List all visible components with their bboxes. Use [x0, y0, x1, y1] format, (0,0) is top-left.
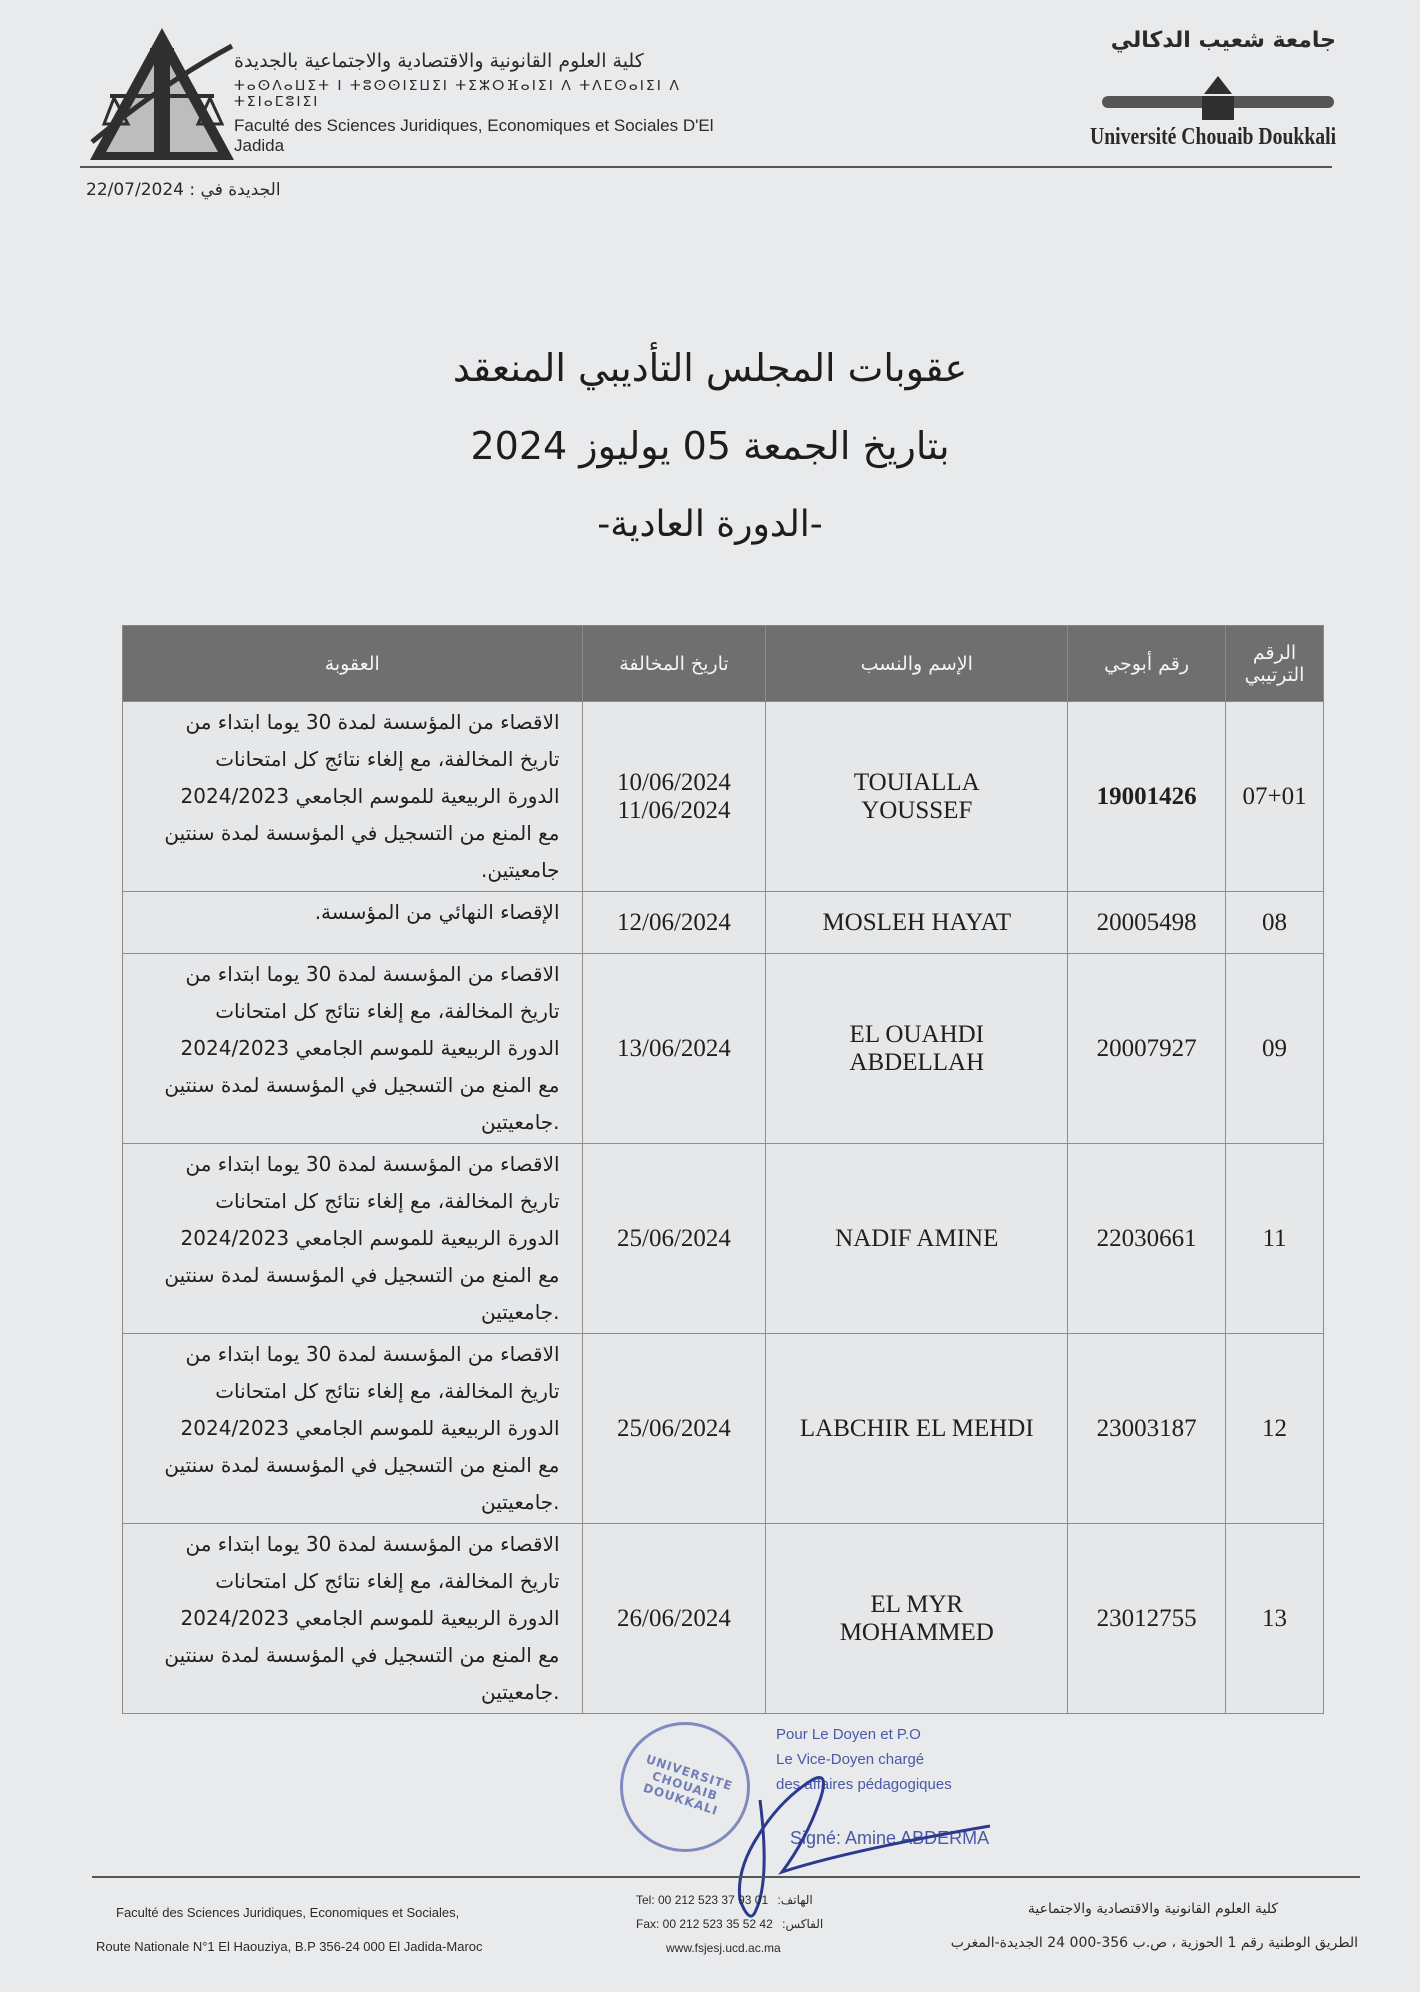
cell-sanction-line: الاقصاء من المؤسسة لمدة 30 يوما ابتداء من — [185, 1532, 560, 1556]
cell-sanction — [123, 1144, 583, 1334]
cell-name-line: TOUIALLA — [853, 768, 980, 796]
cell-name — [766, 954, 1068, 1144]
header-name: الإسم والنسب — [766, 626, 1068, 702]
cell-name-line: EL OUAHDI — [849, 1020, 985, 1048]
table-row — [123, 892, 1324, 954]
cell-name — [766, 702, 1068, 892]
cell-apogee: 23003187 — [1068, 1334, 1226, 1524]
footer-right-line-1: كلية العلوم القانونية والاقتصادية والاجتماعية — [1027, 1901, 1278, 1917]
cell-date — [582, 1524, 766, 1714]
table-row — [123, 702, 1324, 892]
cell-date — [582, 1144, 766, 1334]
cell-sanction-line: .جامعيتين — [481, 1110, 560, 1134]
phone-label: الهاتف: — [777, 1893, 813, 1907]
cell-date-line: 13/06/2024 — [617, 1034, 731, 1062]
cell-name-line: LABCHIR EL MEHDI — [799, 1414, 1034, 1442]
cell-sanction-line: .جامعيتين — [481, 1490, 560, 1514]
cell-rank: 13 — [1226, 1524, 1324, 1714]
cell-name — [766, 1524, 1068, 1714]
cell-name-line: MOSLEH HAYAT — [822, 908, 1012, 936]
footer-contacts — [636, 1888, 823, 1960]
footer-fax — [636, 1912, 823, 1936]
footer-website: www.fsjesj.ucd.ac.ma — [666, 1941, 781, 1955]
cell-rank: 07+01 — [1226, 702, 1324, 892]
cell-sanction-line: تاريخ المخالفة، مع إلغاء نتائج كل امتحانات — [215, 1189, 560, 1213]
faculty-name-tifinagh: ⵜⴰⵙⴷⴰⵡⵉⵜ ⵏ ⵜⵓⵙⵙⵏⵉⵡⵉⵏ ⵜⵉⵣⵔⴼⴰⵏⵉⵏ ⴷ ⵜⴷⵎⵙⴰⵏⵉⵏ ⴷ ⵜⵉⵏⴰⵎⵓⵏⵉⵏ — [234, 78, 681, 110]
cell-sanction-line: الدورة الربيعية للموسم الجامعي 2024/2023 — [180, 1606, 560, 1630]
footer-left-line-1: Faculté des Sciences Juridiques, Economiques et Sociales, — [116, 1905, 460, 1920]
fax-number: Fax: 00 212 523 35 52 42 — [636, 1917, 773, 1931]
table-body — [123, 702, 1324, 1714]
cell-sanction-line: الاقصاء من المؤسسة لمدة 30 يوما ابتداء من — [185, 710, 560, 734]
cell-sanction-line: تاريخ المخالفة، مع إلغاء نتائج كل امتحانات — [215, 1569, 560, 1593]
cell-sanction-line: الاقصاء من المؤسسة لمدة 30 يوما ابتداء من — [185, 1342, 560, 1366]
faculty-name-fr: Faculté des Sciences Juridiques, Economiques et Sociales D'El Jadida — [234, 116, 714, 155]
cell-sanction — [123, 892, 583, 954]
cell-sanction — [123, 702, 583, 892]
cell-apogee: 20005498 — [1068, 892, 1226, 954]
cell-sanction-line: الدورة الربيعية للموسم الجامعي 2024/2023 — [180, 784, 560, 808]
signature-line-3: des affaires pédagogiques — [776, 1776, 952, 1793]
cell-name-line: MOHAMMED — [839, 1618, 994, 1646]
document-date — [86, 180, 281, 200]
cell-sanction-line: مع المنع من التسجيل في المؤسسة لمدة سنتين — [164, 1453, 560, 1477]
cell-sanction-line: مع المنع من التسجيل في المؤسسة لمدة سنتين — [164, 1643, 560, 1667]
cell-rank: 12 — [1226, 1334, 1324, 1524]
cell-sanction-line: الدورة الربيعية للموسم الجامعي 2024/2023 — [180, 1416, 560, 1440]
cell-sanction-line: الدورة الربيعية للموسم الجامعي 2024/2023 — [180, 1226, 560, 1250]
university-name-ar: جامعة شعيب الدكالي — [1110, 28, 1336, 53]
cell-rank: 09 — [1226, 954, 1324, 1144]
cell-rank: 11 — [1226, 1144, 1324, 1334]
cell-sanction — [123, 1524, 583, 1714]
cell-name-line: ABDELLAH — [849, 1048, 985, 1076]
cell-apogee: 23012755 — [1068, 1524, 1226, 1714]
cell-apogee: 20007927 — [1068, 954, 1226, 1144]
title-line-1: عقوبات المجلس التأديبي المنعقد — [452, 346, 968, 390]
cell-sanction-line: .جامعيتين — [481, 1680, 560, 1704]
footer-address-fr — [96, 1896, 483, 1964]
header-sanction: العقوبة — [123, 626, 583, 702]
faculty-logo-icon — [82, 24, 242, 164]
cell-sanction-line: مع المنع من التسجيل في المؤسسة لمدة سنتين — [164, 821, 560, 845]
table-header-row — [123, 626, 1324, 702]
cell-name-line: EL MYR — [870, 1590, 964, 1618]
cell-date — [582, 702, 766, 892]
title-line-3: -الدورة العادية- — [597, 504, 823, 545]
cell-rank: 08 — [1226, 892, 1324, 954]
cell-sanction-line: الإقصاء النهائي من المؤسسة. — [314, 900, 560, 924]
cell-name-line: NADIF AMINE — [835, 1224, 999, 1252]
header-divider — [80, 166, 1332, 168]
title-line-2: بتاريخ الجمعة 05 يوليوز 2024 — [470, 424, 950, 468]
faculty-name-ar: كلية العلوم القانونية والاقتصادية والاجتماعية بالجديدة — [234, 50, 644, 72]
header-apogee: رقم أبوجي — [1068, 626, 1226, 702]
cell-sanction-line: مع المنع من التسجيل في المؤسسة لمدة سنتين — [164, 1073, 560, 1097]
cell-date-line: 11/06/2024 — [617, 796, 731, 824]
footer-divider — [92, 1876, 1360, 1878]
cell-sanction-line: تاريخ المخالفة، مع إلغاء نتائج كل امتحانات — [215, 1379, 560, 1403]
signature-line-1: Pour Le Doyen et P.O — [776, 1726, 921, 1743]
table-row — [123, 1334, 1324, 1524]
fax-label: الفاكس: — [782, 1917, 824, 1931]
signatory-name: Signé: Amine ABDERMA — [790, 1828, 990, 1848]
table-row — [123, 954, 1324, 1144]
cell-sanction-line: الاقصاء من المؤسسة لمدة 30 يوما ابتداء من — [185, 1152, 560, 1176]
cell-date-line: 12/06/2024 — [617, 908, 731, 936]
cell-sanction — [123, 954, 583, 1144]
cell-sanction-line: .جامعيتين — [481, 1300, 560, 1324]
cell-name-line: YOUSSEF — [861, 796, 973, 824]
date-value: 22/07/2024 — [86, 180, 184, 200]
footer-phone — [636, 1888, 823, 1912]
cell-name — [766, 1334, 1068, 1524]
cell-name — [766, 1144, 1068, 1334]
date-label: الجديدة في : — [189, 180, 281, 200]
header-rank: الرقم الترتيبي — [1226, 626, 1324, 702]
cell-date — [582, 892, 766, 954]
cell-sanction-line: تاريخ المخالفة، مع إلغاء نتائج كل امتحانات — [215, 999, 560, 1023]
cell-date — [582, 954, 766, 1144]
cell-date — [582, 1334, 766, 1524]
table-row — [123, 1524, 1324, 1714]
cell-date-line: 25/06/2024 — [617, 1224, 731, 1252]
cell-sanction-line: تاريخ المخالفة، مع إلغاء نتائج كل امتحانات — [215, 747, 560, 771]
cell-sanction-line: الدورة الربيعية للموسم الجامعي 2024/2023 — [180, 1036, 560, 1060]
signature-line-2: Le Vice-Doyen chargé — [776, 1751, 925, 1768]
cell-sanction-line: مع المنع من التسجيل في المؤسسة لمدة سنتين — [164, 1263, 560, 1287]
header-date: تاريخ المخالفة — [582, 626, 766, 702]
university-name-fr: Université Chouaib Doukkali — [1089, 124, 1336, 150]
cell-apogee: 22030661 — [1068, 1144, 1226, 1334]
stamp-text: UNIVERSITE CHOUAIB DOUKKALI — [641, 1752, 735, 1819]
cell-sanction-line: الاقصاء من المؤسسة لمدة 30 يوما ابتداء من — [185, 962, 560, 986]
table-row — [123, 1144, 1324, 1334]
footer-right-line-2: الطريق الوطنية رقم 1 الحوزية ، ص.ب 356-000 24 الجديدة-المغرب — [950, 1935, 1358, 1951]
cell-date-line: 25/06/2024 — [617, 1414, 731, 1442]
university-logo-icon — [1102, 72, 1334, 122]
cell-name — [766, 892, 1068, 954]
cell-date-line: 10/06/2024 — [617, 768, 731, 796]
phone-number: Tel: 00 212 523 37 93 01 — [636, 1893, 769, 1907]
sanctions-table — [122, 625, 1324, 1714]
footer-left-line-2: Route Nationale N°1 El Haouziya, B.P 356-24 000 El Jadida-Maroc — [96, 1939, 483, 1954]
cell-apogee: 19001426 — [1068, 702, 1226, 892]
footer-address-ar — [951, 1892, 1358, 1960]
cell-date-line: 26/06/2024 — [617, 1604, 731, 1632]
cell-sanction — [123, 1334, 583, 1524]
faculty-names — [234, 50, 764, 156]
cell-sanction-line: جامعيتين. — [481, 858, 560, 882]
